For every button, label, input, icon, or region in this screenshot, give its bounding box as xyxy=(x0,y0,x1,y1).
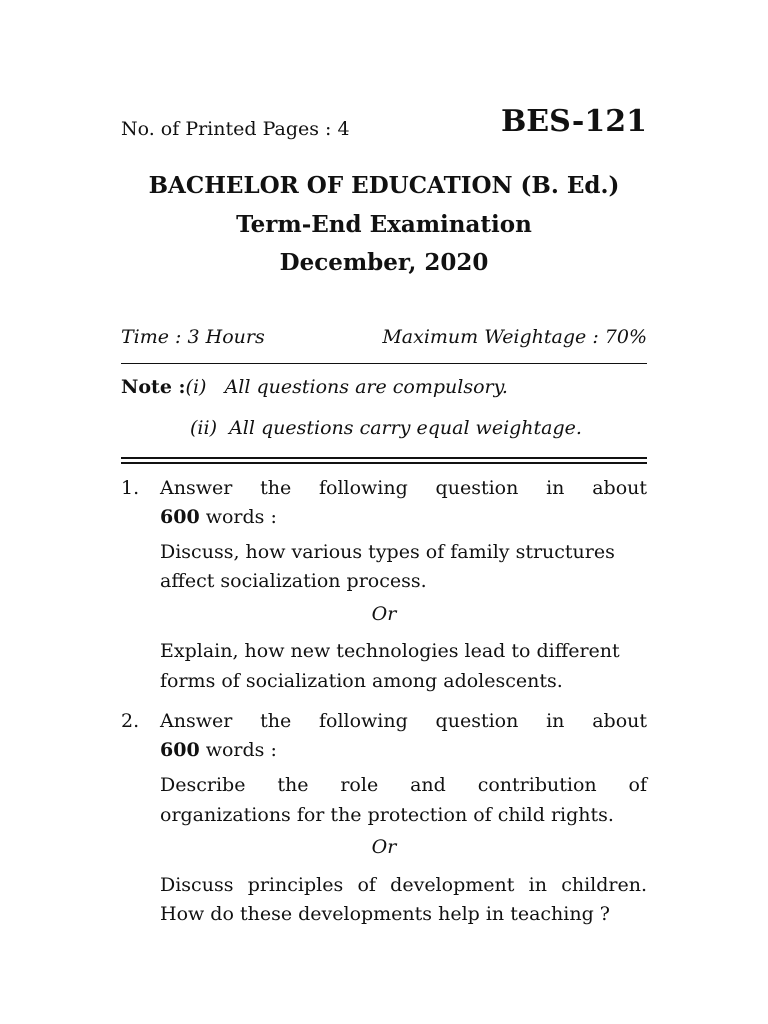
word-count: 600 xyxy=(160,739,200,761)
question-1-option-b-line-1: Explain, how new technologies lead to different xyxy=(160,640,620,662)
question-1-option-a-line-1: Discuss, how various types of family structures xyxy=(160,541,615,563)
question-1-instruction-cont xyxy=(160,503,647,532)
note-label: Note : xyxy=(121,376,186,398)
words-label: words : xyxy=(199,739,277,761)
time-weightage-row xyxy=(121,326,647,348)
question-1-option-a-line-2: affect socialization process. xyxy=(160,570,427,592)
question-2-option-a-line-1: Describe the role and contribution of xyxy=(160,774,647,796)
max-weightage: Maximum Weightage : 70% xyxy=(382,326,647,348)
question-2-option-b-line-2: How do these developments help in teaching ? xyxy=(160,903,610,925)
question-2-instruction: Answer the following question in about xyxy=(160,710,647,732)
note-item2-text: All questions carry equal weightage. xyxy=(229,417,582,439)
divider xyxy=(121,363,647,364)
note-line-1 xyxy=(121,376,508,398)
note-item1-text: All questions are compulsory. xyxy=(224,376,508,398)
header-row xyxy=(121,104,647,148)
question-1-or: Or xyxy=(371,603,397,625)
printed-pages: No. of Printed Pages : 4 xyxy=(121,118,350,140)
question-1-option-b-line-2: forms of socialization among adolescents. xyxy=(160,670,563,692)
note-line-2 xyxy=(190,417,582,439)
question-2-option-a-line-2: organizations for the protection of child rights. xyxy=(160,804,614,826)
time-allowed: Time : 3 Hours xyxy=(121,326,265,348)
question-1-number: 1. xyxy=(121,477,140,499)
double-divider-bottom xyxy=(121,462,647,464)
question-2-option-b-line-1: Discuss principles of development in children. xyxy=(160,874,647,896)
note-item2-number: (ii) xyxy=(190,417,217,439)
note-item1-number: (i) xyxy=(185,376,207,398)
question-1-instruction: Answer the following question in about xyxy=(160,477,647,499)
exam-title: Term-End Examination xyxy=(236,211,532,238)
double-divider-top xyxy=(121,457,647,459)
paper-code: BES-121 xyxy=(500,104,647,139)
programme-title: BACHELOR OF EDUCATION (B. Ed.) xyxy=(148,172,620,199)
session-title: December, 2020 xyxy=(279,249,489,276)
question-2-number: 2. xyxy=(121,710,140,732)
words-label: words : xyxy=(199,506,277,528)
word-count: 600 xyxy=(160,506,200,528)
question-2-or: Or xyxy=(371,836,397,858)
question-2-instruction-cont xyxy=(160,736,647,765)
